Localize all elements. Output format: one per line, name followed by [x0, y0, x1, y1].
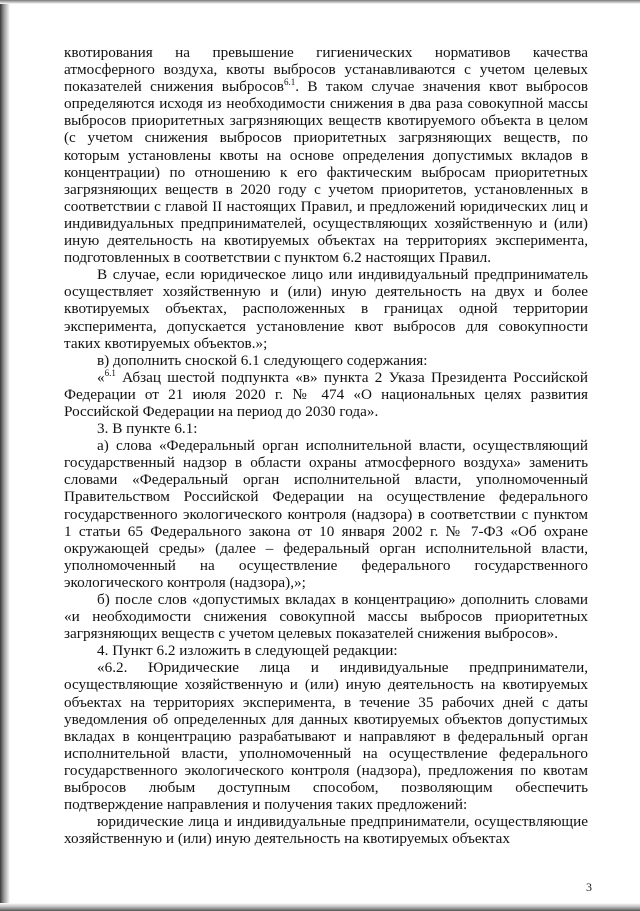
- paragraph-quota-continuation: [64, 44, 588, 266]
- footnote-ref: 6.1: [104, 367, 116, 378]
- paragraph-item-4-heading: 4. Пункт 6.2 изложить в следующей редакции:: [97, 642, 398, 660]
- paragraph-subitem-a: а) слова «Федеральный орган исполнительной власти, осуществляющий государственный надзор в области охраны атмосферного воздуха» заменить словами «Федеральный орган исполнительной власти, уполномоченный Правительством Российской Федерации на осуществление федерального государственного экологического контроля (надзора) в соответствии с пунктом 1 статьи 65 Федерального закона от 10 января 2002 г. № 7-ФЗ «Об охране окружающей среды» (далее – федеральный орган исполнительной власти, уполномоченный на осуществление федерального государственного экологического контроля (надзора),»;: [64, 437, 588, 591]
- scan-shadow-bottom: [0, 903, 640, 911]
- scan-shadow-left: [0, 0, 10, 911]
- text-run: квотирования на превышение гигиенических нормативов качества атмосферного воздуха, квоты выбросов устанавливаются с учетом целевых показателей снижения выбросов: [64, 44, 588, 96]
- paragraph-footnote-text: [64, 369, 588, 420]
- paragraph-add-footnote: в) дополнить сноской 6.1 следующего содержания:: [97, 351, 428, 369]
- text-run: Абзац шестой подпункта «в» пункта 2 Указа Президента Российской Федерации от 21 июля 2020 г. № 474 «О национальных целях развития Российской Федерации на период до 2030 года».: [64, 368, 588, 420]
- paragraph-multiple-objects: В случае, если юридическое лицо или индивидуальный предприниматель осуществляет хозяйственную и (или) иную деятельность на двух и более квотируемых объектах, расположенных в границах одной территории эксперимента, допускается установление квот выбросов для совокупности таких квотируемых объектов.»;: [64, 266, 588, 352]
- page-number: 3: [586, 880, 592, 894]
- footnote-ref: 6.1: [283, 77, 296, 88]
- scan-shadow-top: [0, 0, 640, 4]
- paragraph-legal-entities: юридические лица и индивидуальные предприниматели, осуществляющие хозяйственную и (или) иную деятельность на квотируемых объектах: [64, 813, 588, 848]
- paragraph-item-3-heading: 3. В пункте 6.1:: [97, 420, 198, 438]
- paragraph-clause-6-2: «6.2. Юридические лица и индивидуальные предприниматели, осуществляющие хозяйственную и (или) иную деятельность на квотируемых объектах на территориях эксперимента, в течение 35 рабочих дней с даты уведомления об определенных для данных квотируемых объектов допустимых вкладах в концентрацию разрабатывают и направляют в федеральный орган исполнительной власти, уполномоченный на осуществление федерального государственного экологического контроля (надзора), предложения по квотам выбросов любым доступным способом, позволяющим обеспечить подтверждение направления и получения таких предложений:: [64, 659, 588, 814]
- text-run: «: [97, 368, 105, 386]
- document-body: [64, 44, 588, 847]
- text-run: . В таком случае значения квот выбросов определяются исходя из необходимости снижения в два раза совокупной массы выбросов приоритетных загрязняющих веществ квотируемого объекта в целом (с учетом снижения выбросов приоритетных загрязняющих веществ, по которым установлены квоты на основе определения допустимых вкладов в концентрации) по отношению к его фактическим выбросам приоритетных загрязняющих веществ в 2020 году с учетом приоритетов, установленных в соответствии с главой II настоящих Правил, и предложений юридических лиц и индивидуальных предпринимателей, осуществляющих хозяйственную и (или) иную деятельность на квотируемых объектах на территориях эксперимента, подготовленных в соответствии с пунктом 6.2 настоящих Правил.: [64, 78, 588, 267]
- paragraph-subitem-b: б) после слов «допустимых вкладах в концентрацию» дополнить словами «и необходимости снижения совокупной массы выбросов приоритетных загрязняющих веществ с учетом целевых показателей снижения выбросов».: [64, 591, 588, 643]
